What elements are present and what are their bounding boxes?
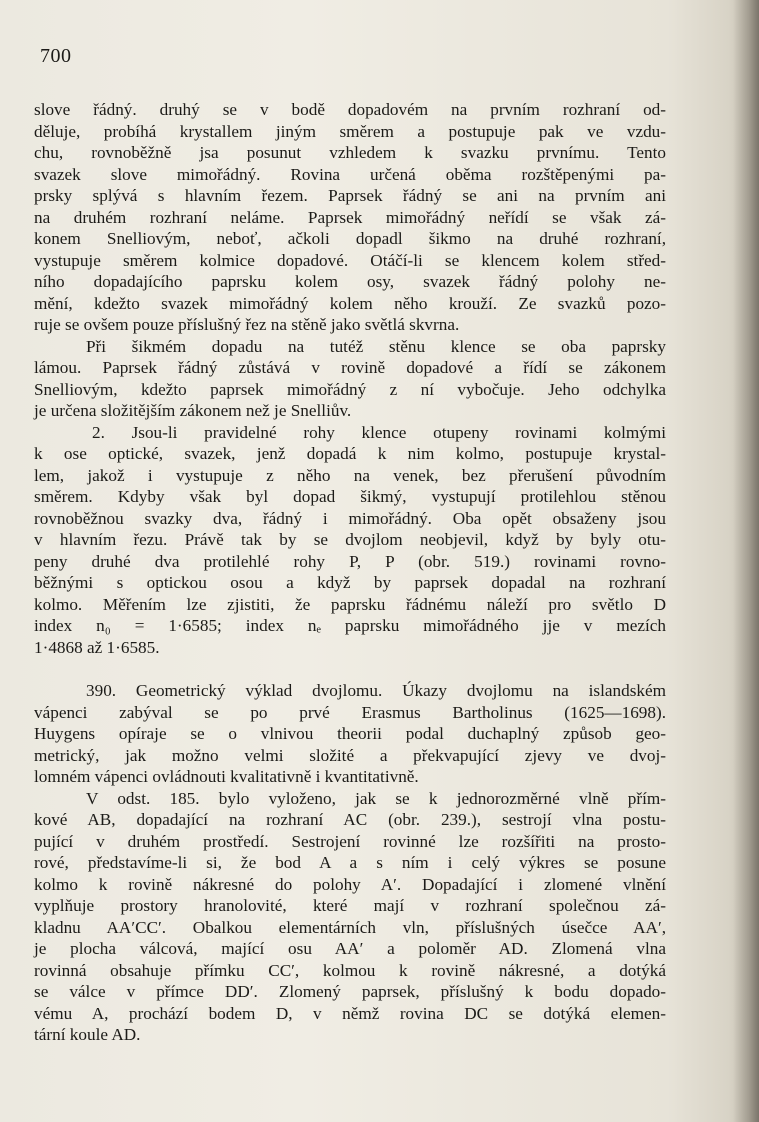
text-line: ního dopadajícího paprsku kolem osy, svazek řádný polohy ne-	[34, 272, 666, 291]
text-line: Snelliovým, kdežto paprsek mimořádný z ní vybočuje. Jeho odchylka	[34, 379, 666, 399]
text-line: 1·4868 až 1·6585.	[34, 637, 160, 657]
text-line: děluje, probíhá krystallem jiným směrem a postupuje pak ve vzdu-	[34, 121, 666, 141]
text-line: kolmo k rovině nákresné do polohy A′. Dopadající i zlomené vlnění	[34, 874, 666, 894]
text-line: Huygens opíraje se o vlnivou theorii podal duchaplný způsob geo-	[34, 724, 666, 743]
paragraph	[34, 788, 666, 1046]
text-line: kové AB, dopadající na rozhraní AC (obr. 239.), sestrojí vlna postu-	[34, 810, 666, 829]
book-spine-shadow	[733, 0, 759, 1122]
text-line: rovnoběžnou svazky dva, řádný i mimořádný. Oba opět obsaženy jsou	[34, 508, 666, 528]
text-line: vápenci zabýval se po prvé Erasmus Bartholinus (1625—1698).	[34, 702, 666, 722]
text-line: kladnu AA′CC′. Obalkou elementárních vln, příslušných úsečce AA′,	[34, 917, 666, 937]
section-gap	[34, 658, 666, 680]
text-line: rovinná obsahuje přímku CC′, kolmou k rovině nákresné, a dotýká	[34, 960, 666, 980]
text-line: metrický, jak možno velmi složité a překvapující zjevy ve dvoj-	[34, 745, 666, 765]
paragraph	[34, 99, 666, 336]
text-line: svazek slove mimořádný. Rovina určená oběma rozštěpenými pa-	[34, 164, 666, 184]
text-line: směrem. Kdyby však byl dopad šikmý, vystupují protilehlou stěnou	[34, 487, 666, 506]
text-line: pující v druhém prostředí. Sestrojení rovinné lze rozšířiti na prosto-	[34, 831, 666, 851]
page-number: 700	[40, 45, 72, 67]
text-line: vyplňuje prostory hranolovité, které mají v rozhraní společnou zá-	[34, 896, 666, 915]
text-line: lámou. Paprsek řádný zůstává v rovině dopadové a řídí se zákonem	[34, 358, 666, 377]
paragraph	[34, 336, 666, 422]
text-line: konem Snelliovým, neboť, ačkoli dopadl šikmo na druhé rozhraní,	[34, 229, 666, 248]
text-line: k ose optické, svazek, jenž dopadá k nim kolmo, postupuje krystal-	[34, 444, 666, 463]
text-line: slove řádný. druhý se v bodě dopadovém na prvním rozhraní od-	[34, 100, 666, 119]
text-line: je určena složitějším zákonem než je Snelliův.	[34, 401, 352, 420]
section-390	[34, 680, 666, 788]
text-line: v hlavním řezu. Právě tak by se dvojlom neobjevil, když by byly otu-	[34, 530, 666, 549]
text-line: Při šikmém dopadu na tutéž stěnu klence se oba paprsky	[86, 336, 666, 356]
text-line: vystupuje směrem kolmice dopadové. Otáčí-li se klencem kolem střed-	[34, 250, 666, 270]
text-line: kolmo. Měřením lze zjistiti, že paprsku řádnému náleží pro světlo D	[34, 594, 666, 614]
text-line: 2. Jsou-li pravidelné rohy klence otupeny rovinami kolmými	[92, 422, 666, 442]
text-line: je plocha válcová, mající osu AA′ a poloměr AD. Zlomená vlna	[34, 939, 666, 958]
text-line: rové, představíme-li si, že bod A a s ním i celý výkres se posune	[34, 853, 666, 872]
text-line: V odst. 185. bylo vyloženo, jak se k jednorozměrné vlně přím-	[86, 788, 666, 808]
text-line: peny druhé dva protilehlé rohy P, P (obr. 519.) rovinami rovno-	[34, 551, 666, 571]
text-line: ruje se ovšem pouze příslušný řez na stěně jako světlá skvrna.	[34, 315, 460, 334]
text-line: běžnými s optickou osou a když by paprsek dopadal na rozhraní	[34, 573, 666, 592]
text-line: lomném vápenci ovládnouti kvalitativně i kvantitativně.	[34, 767, 419, 786]
body-text	[34, 99, 666, 1046]
text-line: vému A, prochází bodem D, v němž rovina DC se dotýká elemen-	[34, 1003, 666, 1023]
text-line: mění, kdežto svazek mimořádný kolem něho krouží. Ze svazků pozo-	[34, 293, 666, 313]
text-line: prsky splývá s hlavním řezem. Paprsek řádný se ani na prvním ani	[34, 186, 666, 205]
text-line: na druhém rozhraní neláme. Paprsek mimořádný neřídí se však zá-	[34, 207, 666, 227]
text-line: lem, jakož i vystupuje z něho na venek, bez přerušení původním	[34, 465, 666, 485]
text-line: chu, rovnoběžně jsa posunut vzhledem k svazku prvnímu. Tento	[34, 143, 666, 162]
text-line: tární koule AD.	[34, 1025, 141, 1044]
text-line-heading: 390. Geometrický výklad dvojlomu. Úkazy dvojlomu na islandském	[86, 681, 666, 700]
text-line: se válce v přímce DD′. Zlomený paprsek, příslušný k bodu dopado-	[34, 982, 666, 1001]
paragraph	[34, 422, 666, 659]
text-line: index n₀ = 1·6585; index nₑ paprsku mimořádného jje v mezích	[34, 616, 666, 635]
